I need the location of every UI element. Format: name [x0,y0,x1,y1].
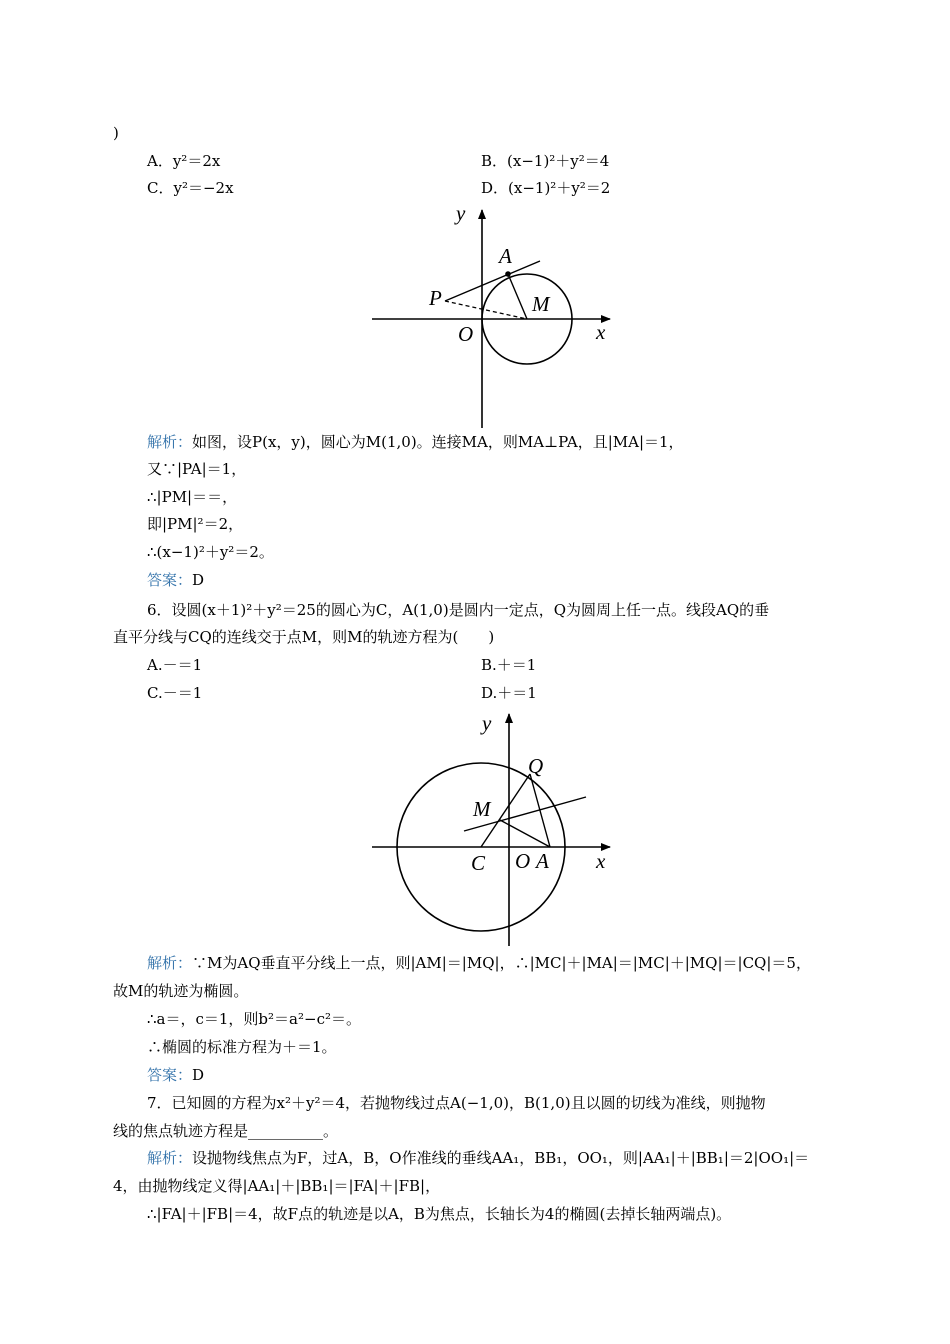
q6-label-c: C [471,851,486,875]
q6-label-q: Q [528,754,544,778]
q6-stem-line2: 直平分线与CQ的连线交于点M，则M的轨迹方程为( ) [113,628,495,646]
q5-option-b: B．(x−1)²＋y²＝4 [481,152,610,170]
q5-option-c: C．y²＝−2x [147,179,234,197]
q5-solution-line4: 即|PM|²＝2， [147,515,244,533]
q6-segment-ma [500,820,550,847]
q6-figure [340,708,620,950]
q7-solution-label: 解析： [147,1149,193,1167]
q6-solution-line1: ∵M为AQ垂直平分线上一点，则|AM|＝|MQ|，∴|MC|＋|MA|＝|MC|＋|MQ|＝|CQ|＝5， [192,954,811,972]
q6-label-a: A [536,849,549,873]
q5-tangent-line [445,261,540,301]
q6-stem-line1: 6．设圆(x＋1)²＋y²＝25的圆心为C，A(1,0)是圆内一定点，Q为圆周上任一点。线段AQ的垂 [147,601,770,619]
q5-option-d: D．(x−1)²＋y²＝2 [481,179,611,197]
q5-solution-line5: ∴(x−1)²＋y²＝2。 [147,543,274,561]
q7-solution-line3: ∴|FA|＋|FB|＝4，故F点的轨迹是以A，B为焦点，长轴长为4的椭圆(去掉长轴两端点)。 [147,1205,732,1223]
q5-solution-line2: 又∵|PA|＝1， [147,460,247,478]
q6-option-d: D.＋＝1 [481,684,537,702]
q5-answer: D [192,571,205,589]
q5-stem-tail: ) [113,124,119,142]
q7-solution-line1: 设抛物线焦点为F，过A，B，O作准线的垂线AA₁，BB₁，OO₁，则|AA₁|＋|BB₁|＝2|OO₁|＝ [192,1149,810,1167]
q6-solution-line3: ∴a＝，c＝1，则b²＝a²−c²＝。 [147,1010,361,1028]
q5-label-m: M [532,292,550,316]
q6-option-c: C.－＝1 [147,684,203,702]
q5-solution-line3: ∴|PM|＝＝， [147,488,238,506]
q5-point-a [505,271,511,277]
q6-option-b: B.＋＝1 [481,656,537,674]
q5-solution-label: 解析： [147,433,193,451]
q6-label-m: M [473,797,491,821]
q5-dashed-pm [445,301,527,319]
q5-label-x: x [596,320,606,344]
q6-answer: D [192,1066,205,1084]
q5-figure [360,200,620,432]
q6-option-a: A.－＝1 [147,656,203,674]
q5-label-a: A [499,244,512,268]
q6-label-x: x [596,849,606,873]
q7-solution-line2: 4，由抛物线定义得|AA₁|＋|BB₁|＝|FA|＋|FB|， [113,1177,441,1195]
q5-label-y: y [456,201,466,225]
q5-segment-am [508,274,527,319]
q6-solution-label: 解析： [147,954,193,972]
q5-label-p: P [429,286,442,310]
q5-label-o: O [458,322,474,346]
q6-answer-label: 答案： [147,1066,193,1084]
q7-stem-line2: 线的焦点轨迹方程是__________。 [113,1122,339,1140]
q6-solution-line2: 故M的轨迹为椭圆。 [113,982,249,1000]
q6-label-y: y [482,711,492,735]
q7-stem-line1: 7．已知圆的方程为x²＋y²＝4，若抛物线过点A(−1,0)，B(1,0)且以圆的切线为准线，则抛物 [147,1094,766,1112]
q5-option-a: A．y²＝2x [147,152,221,170]
q5-solution-line1: 如图，设P(x，y)，圆心为M(1,0)。连接MA，则MA⊥PA，且|MA|＝1， [192,433,684,451]
q6-solution-line4: ∴椭圆的标准方程为＋＝1。 [147,1038,337,1056]
q6-label-o: O [515,849,531,873]
q5-answer-label: 答案： [147,571,193,589]
